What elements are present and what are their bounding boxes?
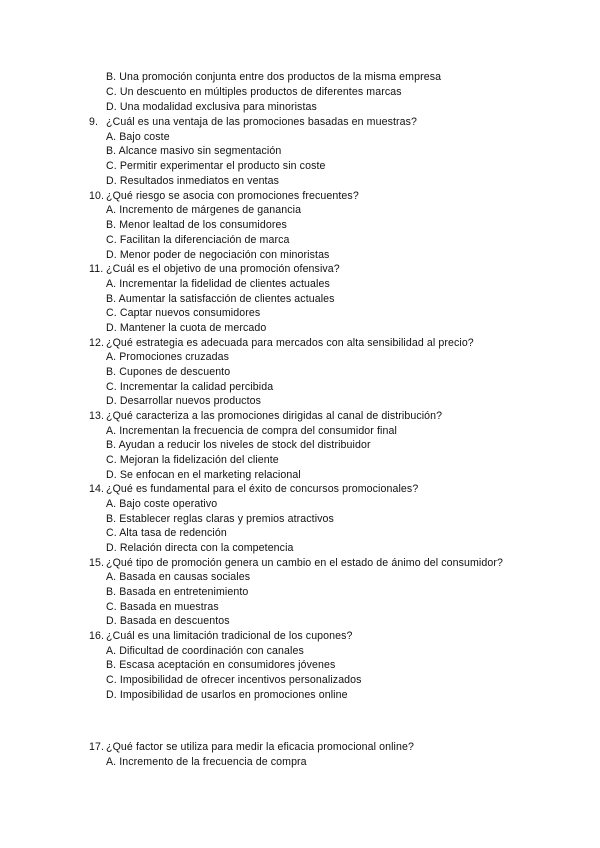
option-line: D. Imposibilidad de usarlos en promociones online [106,689,348,701]
option-line: A. Bajo coste [106,131,170,143]
question-number: 10. [89,190,105,202]
option-line: A. Incrementan la frecuencia de compra del consumidor final [106,425,397,437]
option-line: B. Una promoción conjunta entre dos productos de la misma empresa [106,71,442,83]
option-line: B. Cupones de descuento [106,366,231,378]
question-text: ¿Qué caracteriza a las promociones dirigidas al canal de distribución? [106,410,443,422]
question-text: ¿Qué factor se utiliza para medir la eficacia promocional online? [106,741,414,753]
question-number: 11. [89,263,104,275]
question-number: 16. [89,630,105,642]
question-number: 14. [89,483,105,495]
option-line: C. Facilitan la diferenciación de marca [106,234,290,246]
option-line: D. Relación directa con la competencia [106,542,294,554]
question-text: ¿Qué riesgo se asocia con promociones frecuentes? [106,190,359,202]
option-line: D. Desarrollar nuevos productos [106,395,262,407]
option-line: D. Basada en descuentos [106,615,230,627]
option-line: B. Alcance masivo sin segmentación [106,145,282,157]
option-line: B. Ayudan a reducir los niveles de stock del distribuidor [106,439,371,451]
question-text: ¿Cuál es una limitación tradicional de los cupones? [106,630,353,642]
option-line: D. Una modalidad exclusiva para minoristas [106,101,317,113]
option-line: C. Basada en muestras [106,601,219,613]
option-line: C. Imposibilidad de ofrecer incentivos personalizados [106,674,362,686]
option-line: C. Captar nuevos consumidores [106,307,261,319]
option-line: C. Alta tasa de redención [106,527,227,539]
option-line: B. Menor lealtad de los consumidores [106,219,287,231]
question-text: ¿Cuál es una ventaja de las promociones basadas en muestras? [106,116,418,128]
option-line: C. Permitir experimentar el producto sin coste [106,160,326,172]
question-number: 13. [89,410,105,422]
option-line: A. Basada en causas sociales [106,571,251,583]
option-line: A. Incrementar la fidelidad de clientes actuales [106,278,330,290]
option-line: A. Bajo coste operativo [106,498,218,510]
option-line: A. Incremento de la frecuencia de compra [106,756,307,768]
question-number: 15. [89,557,105,569]
option-line: D. Se enfocan en el marketing relacional [106,469,301,481]
question-text: ¿Qué tipo de promoción genera un cambio en el estado de ánimo del consumidor? [106,557,503,569]
question-number: 17. [89,741,105,753]
option-line: D. Mantener la cuota de mercado [106,322,267,334]
option-line: D. Resultados inmediatos en ventas [106,175,279,187]
option-line: C. Un descuento en múltiples productos de diferentes marcas [106,86,402,98]
option-line: A. Incremento de márgenes de ganancia [106,204,302,216]
option-line: A. Promociones cruzadas [106,351,230,363]
option-line: B. Escasa aceptación en consumidores jóvenes [106,659,336,671]
option-line: D. Menor poder de negociación con minoristas [106,249,330,261]
question-number: 12. [89,337,105,349]
option-line: C. Mejoran la fidelización del cliente [106,454,279,466]
question-text: ¿Cuál es el objetivo de una promoción ofensiva? [106,263,340,275]
option-line: C. Incrementar la calidad percibida [106,381,274,393]
option-line: A. Dificultad de coordinación con canales [106,645,304,657]
option-line: B. Establecer reglas claras y premios atractivos [106,513,334,525]
question-number: 9. [89,116,99,128]
question-text: ¿Qué estrategia es adecuada para mercados con alta sensibilidad al precio? [106,337,474,349]
option-line: B. Aumentar la satisfacción de clientes actuales [106,293,335,305]
question-text: ¿Qué es fundamental para el éxito de concursos promocionales? [106,483,419,495]
option-line: B. Basada en entretenimiento [106,586,249,598]
